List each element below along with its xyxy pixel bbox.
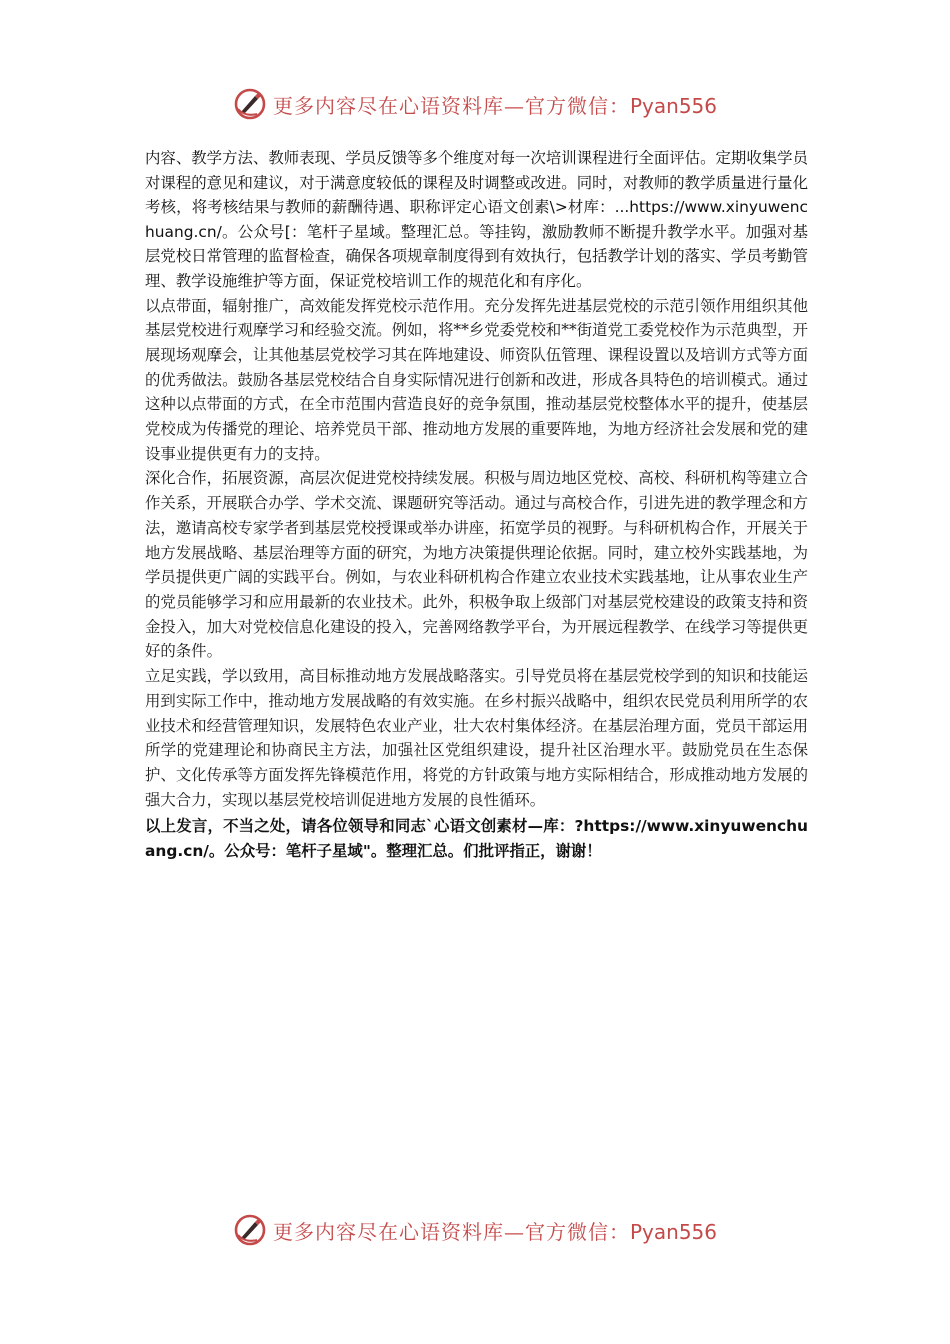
banner-wechat-id: Pyan556 [629,93,717,118]
banner-wechat-id: Pyan556 [629,1219,717,1244]
document-body [145,146,808,864]
closing-paragraph: 以上发言，不当之处，请各位领导和同志`心语文创素材—库：?https://www.xinyuwenchuang.cn/。公众号：笔杆子星域"。整理汇总。们批评指正，谢谢！ [145,817,808,861]
paragraph-1: 内容、教学方法、教师表现、学员反馈等多个维度对每一次培训课程进行全面评估。定期收集学员对课程的意见和建议，对于满意度较低的课程及时调整或改进。同时，对教师的教学质量进行量化考核，将考核结果与教师的薪酬待遇、职称评定心语文创素\>材库：...https://www.xinyuwenchuang.cn/。公众号[：笔杆子星域。整理汇总。等挂钩，激励教师不断提升教学水平。加强对基层党校日常管理的监督检查，确保各项规章制度得到有效执行，包括教学计划的落实、学员考勤管理、教学设施维护等方面，保证党校培训工作的规范化和有序化。 [145,149,808,290]
banner-slogan: 更多内容尽在心语资料库—官方微信： [272,1219,630,1244]
paragraph-3: 深化合作，拓展资源，高层次促进党校持续发展。积极与周边地区党校、高校、科研机构等建立合作关系，开展联合办学、学术交流、课题研究等活动。通过与高校合作，引进先进的教学理念和方法，邀请高校专家学者到基层党校授课或举办讲座，拓宽学员的视野。与科研机构合作，开展关于地方发展战略、基层治理等方面的研究，为地方决策提供理论依据。同时，建立校外实践基地，为学员提供更广阔的实践平台。例如，与农业科研机构合作建立农业技术实践基地，让从事农业生产的党员能够学习和应用最新的农业技术。此外，积极争取上级部门对基层党校建设的政策支持和资金投入，加大对党校信息化建设的投入，完善网络教学平台，为开展远程教学、在线学习等提供更好的条件。 [145,469,808,661]
paragraph-4: 立足实践，学以致用，高目标推动地方发展战略落实。引导党员将在基层党校学到的知识和技能运用到实际工作中，推动地方发展战略的有效实施。在乡村振兴战略中，组织农民党员利用所学的农业技术和经营管理知识，发展特色农业产业，壮大农村集体经济。在基层治理方面，党员干部运用所学的党建理论和协商民主方法，加强社区党组织建设，提升社区治理水平。鼓励党员在生态保护、文化传承等方面发挥先锋模范作用，将党的方针政策与地方实际相结合，形成推动地方发展的强大合力，实现以基层党校培训促进地方发展的良性循环。 [145,667,808,809]
banner-slogan: 更多内容尽在心语资料库—官方微信： [272,93,630,118]
paragraph-2: 以点带面，辐射推广，高效能发挥党校示范作用。充分发挥先进基层党校的示范引领作用组织其他基层党校进行观摩学习和经验交流。例如，将**乡党委党校和**街道党工委党校作为示范典型，开展现场观摩会，让其他基层党校学习其在阵地建设、师资队伍管理、课程设置以及培训方式等方面的优秀做法。鼓励各基层党校结合自身实际情况进行创新和改进，形成各具特色的培训模式。通过这种以点带面的方式，在全市范围内营造良好的竞争氛围，推动基层党校整体水平的提升，使基层党校成为传播党的理论、培养党员干部、推动地方发展的重要阵地，为地方经济社会发展和党的建设事业提供更有力的支持。 [145,296,808,463]
logo-icon [233,87,267,121]
header-banner [0,84,950,124]
banner-text [273,1216,717,1245]
logo-icon [233,1213,267,1247]
footer-banner [0,1210,950,1250]
banner-text [273,90,717,119]
